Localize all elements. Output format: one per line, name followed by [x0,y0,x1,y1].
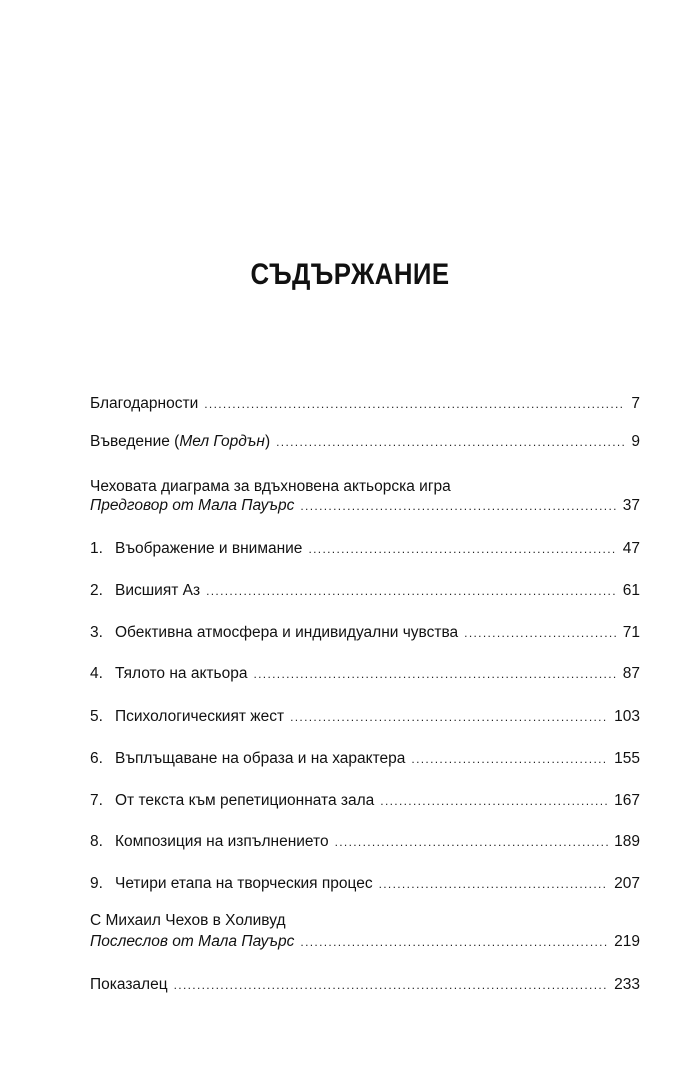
entry-title: Четири етапа на творческия процес [115,875,373,892]
entry-author: Мел Гордън [179,433,265,450]
entry-page-number: 233 [614,976,640,993]
entry-title: Тялото на актьора [115,665,248,682]
entry-title: Висшият Аз [115,582,201,599]
dot-leader [464,624,617,643]
chapter-number: 6. [90,750,103,767]
entry-page-number: 9 [631,433,640,450]
entry-page-number: 103 [614,708,640,725]
chapter-number: 7. [90,792,103,809]
entry-page-number: 207 [614,875,640,892]
toc-entry-chapter-8[interactable] [90,832,640,851]
entry-title: Психологическият жест [115,708,285,725]
chapter-number: 1. [90,540,103,557]
dot-leader [380,792,608,811]
entry-title: Въведение (Мел Гордън) [90,433,271,450]
toc-entry-chapter-7[interactable] [90,791,640,810]
entry-title: Чеховата диаграма за вдъхновена актьорска игра [90,478,451,495]
toc-entry-introduction[interactable] [90,432,640,451]
dot-leader [335,833,609,852]
dot-leader [204,395,625,414]
chapter-number: 2. [90,582,103,599]
entry-title: С Михаил Чехов в Холивуд [90,912,286,929]
entry-title: Въплъщаване на образа и на характера [115,750,406,767]
toc-entry-chapter-5[interactable] [90,707,640,726]
dot-leader [411,750,608,769]
chapter-number: 4. [90,665,103,682]
entry-page-number: 219 [614,933,640,950]
entry-title: От текста към репетиционната зала [115,792,375,809]
toc-entry-chapter-4[interactable] [90,664,640,683]
entry-page-number: 155 [614,750,640,767]
chapter-number: 9. [90,875,103,892]
toc-entry-acknowledgements[interactable] [90,394,640,413]
entry-subtitle: Предговор от Мала Пауърс [90,497,295,514]
toc-entry-chapter-2[interactable] [90,581,640,600]
dot-leader [290,708,608,727]
entry-title: Показалец [90,976,168,993]
toc-entry-chekhov-hollywood[interactable] [90,911,640,951]
entry-page-number: 37 [622,497,640,514]
dot-leader [276,433,625,452]
dot-leader [300,497,616,516]
dot-leader [174,976,609,995]
entry-title: Въображение и внимание [115,540,303,557]
toc-entry-chapter-6[interactable] [90,749,640,768]
entry-page-number: 47 [622,540,640,557]
entry-page-number: 7 [631,395,640,412]
dot-leader [300,933,608,952]
toc-entry-chapter-9[interactable] [90,874,640,893]
toc-entry-chapter-3[interactable] [90,623,640,642]
chapter-number: 5. [90,708,103,725]
page-title: СЪДЪРЖАНИЕ [250,258,450,291]
entry-title: Обективна атмосфера и индивидуални чувства [115,624,459,641]
dot-leader [308,540,616,559]
entry-page-number: 71 [622,624,640,641]
toc-entry-index[interactable] [90,975,640,994]
entry-page-number: 61 [622,582,640,599]
dot-leader [253,665,616,684]
toc-entry-chapter-1[interactable] [90,539,640,558]
chapter-number: 8. [90,833,103,850]
entry-page-number: 189 [614,833,640,850]
entry-title: Композиция на изпълнението [115,833,329,850]
chapter-number: 3. [90,624,103,641]
entry-title: Благодарности [90,395,199,412]
entry-page-number: 167 [614,792,640,809]
entry-page-number: 87 [622,665,640,682]
entry-subtitle: Послеслов от Мала Пауърс [90,933,295,950]
toc-entry-chekhov-diagram[interactable] [90,477,640,515]
dot-leader [379,875,609,894]
dot-leader [206,582,617,601]
